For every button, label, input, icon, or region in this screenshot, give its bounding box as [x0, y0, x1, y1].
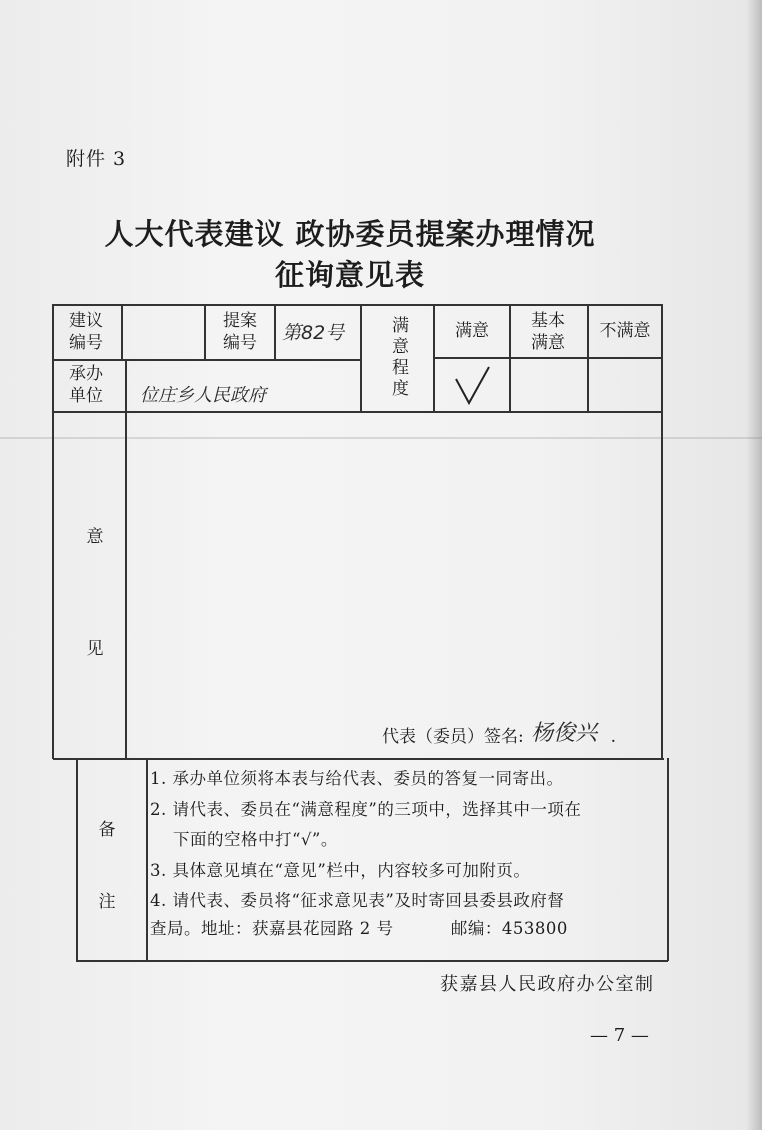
table-line-opinion-bottom: [53, 758, 664, 760]
page-edge-shadow: [746, 0, 762, 1130]
remarks-label-top: 备: [98, 820, 116, 840]
remark-note-4: 4. 请代表、委员将“征求意见表”及时寄回县委县政府督: [150, 891, 565, 910]
remark-note-4-cont: 查局。地址：获嘉县花园路 2 号 邮编：453800: [150, 919, 568, 938]
option-unsatisfied: 不满意: [599, 321, 651, 341]
option-basic-satisfied: 基本 满意: [531, 311, 565, 353]
table-col-satisfied: [433, 304, 435, 411]
table-line-row1: [52, 359, 360, 361]
opinion-label-top: 意: [86, 527, 104, 547]
signature-row: [382, 718, 616, 749]
signature-value[interactable]: 杨俊兴: [531, 721, 598, 746]
proposal-no-label: 建议 编号: [69, 311, 103, 353]
checkmark-icon: [452, 363, 492, 407]
table-border-left: [52, 304, 54, 759]
table-line-row2: [52, 411, 662, 413]
table-border-left-lower: [76, 758, 78, 961]
handling-unit-value[interactable]: 位庄乡人民政府: [140, 385, 266, 406]
checkbox-satisfied[interactable]: [436, 360, 508, 410]
handling-unit-label: 承办 单位: [69, 364, 103, 406]
document-subtitle: 征询意见表: [274, 258, 425, 292]
table-border-right: [661, 304, 663, 759]
remark-note-3: 3. 具体意见填在“意见”栏中，内容较多可加附页。: [150, 861, 531, 880]
signature-period: .: [610, 727, 616, 747]
table-col-satisfaction-label: [360, 304, 362, 411]
checkbox-unsatisfied[interactable]: [589, 360, 660, 410]
satisfaction-label-text: 满意程度: [388, 316, 408, 400]
page-number: — 7 —: [590, 1025, 649, 1046]
attachment-label: 附件 3: [66, 148, 127, 170]
table-col-motion-label: [204, 304, 206, 359]
table-col-motion-value: [274, 304, 276, 359]
motion-no-value[interactable]: 第82号: [282, 322, 345, 344]
satisfaction-label: [370, 310, 426, 406]
table-col-label-lower: [125, 359, 127, 759]
remark-note-2-cont: 下面的空格中打“√”。: [150, 830, 338, 849]
option-satisfied: 满意: [455, 321, 489, 341]
document-title: 人大代表建议 政协委员提案办理情况: [104, 217, 596, 251]
motion-no-label: 提案 编号: [223, 311, 257, 353]
remark-note-2: 2. 请代表、委员在“满意程度”的三项中，选择其中一项在: [150, 800, 582, 819]
table-col-remarks: [146, 758, 148, 961]
signature-label: 代表（委员）签名:: [382, 727, 524, 747]
proposal-no-field[interactable]: [123, 306, 203, 358]
table-border-bottom: [76, 960, 668, 962]
opinion-textarea[interactable]: [128, 414, 659, 704]
table-border-right-lower: [667, 758, 669, 961]
opinion-label-bottom: 见: [86, 639, 104, 659]
remarks-label-bottom: 注: [98, 892, 116, 912]
table-line-row1-right: [433, 357, 662, 359]
checkbox-basic-satisfied[interactable]: [511, 360, 586, 410]
issuer-label: 获嘉县人民政府办公室制: [440, 974, 655, 995]
remark-note-1: 1. 承办单位须将本表与给代表、委员的答复一同寄出。: [150, 769, 564, 788]
